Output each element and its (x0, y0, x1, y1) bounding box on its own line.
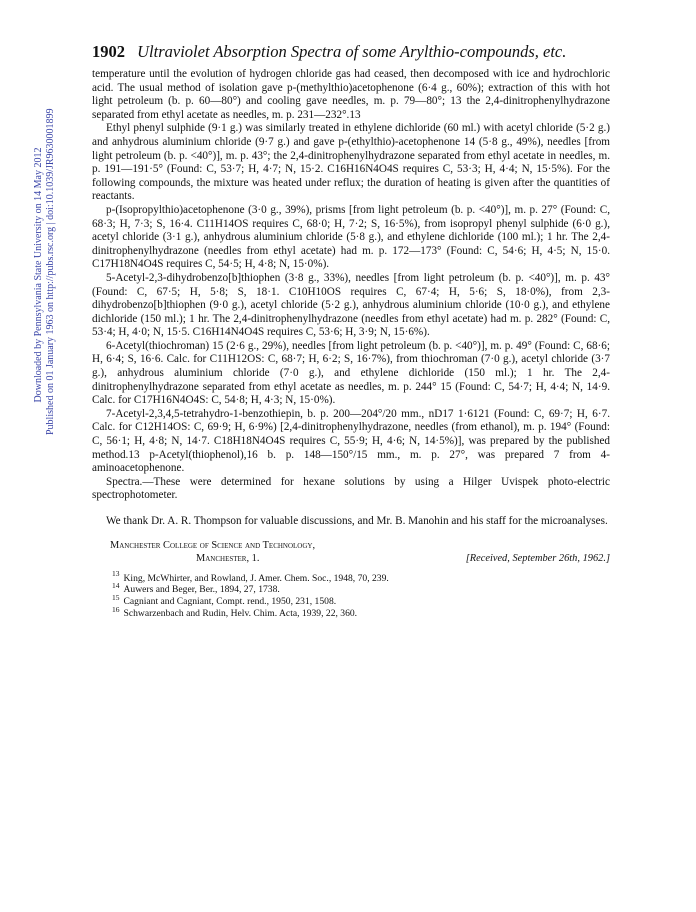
running-title: Ultraviolet Absorption Spectra of some Arylthio-compounds, etc. (137, 42, 567, 61)
institution-row (110, 552, 610, 565)
paragraph: 7-Acetyl-2,3,4,5-tetrahydro-1-benzothiepin, b. p. 200—204°/20 mm., nD17 1·6121 (Found: C, 69·7; H, 6·7. Calc. for C12H14OS: C, 69·9; H, 6·9%) [2,4-dinitrophenylhydrazone, needles (from ethanol), m. p. 194° (Found: C, 56·1; H, 4·8; N, 14·7. C18H18N4O4S requires C, 55·9; H, 4·6; N, 14·5%)], was prepared by the published method.13 p-Acetyl(thiophenol),16 b. p. 148—150°/15 mm., m. p. 27°, was prepared 7 from 4-aminoacetophenone. (92, 407, 610, 475)
reference-item (112, 593, 610, 608)
paragraph: temperature until the evolution of hydrogen chloride gas had ceased, then decomposed with ice and hydrochloric acid. The usual method of isolation gave p-(methylthio)acetophenone (6·4 g., 60%); extraction of this with hot light petroleum (b. p. 60—80°) and cooling gave needles, m. p. 79—80°; 13 the 2,4-dinitrophenylhydrazone separated from ethyl acetate as needles, m. p. 231—232°.13 (92, 68, 610, 121)
page (92, 42, 610, 620)
institution-name: Manchester College of Science and Technology, (110, 539, 316, 551)
institution-city: Manchester, 1. (196, 552, 260, 564)
reference-number: 16 (112, 604, 120, 614)
paragraph: 6-Acetyl(thiochroman) 15 (2·6 g., 29%), needles [from light petroleum (b. p. <40°)], m. p. 49° (Found: C, 68·6; H, 6·4; S, 16·6. Calc. for C11H12OS: C, 68·7; H, 6·2; S, 16·7%), from thiochroman (7·0 g.), acetyl chloride (3·7 g.), anhydrous aluminium chloride (7·0 g.), and ethylene dichloride (150 ml.); 1 hr. The 2,4-dinitrophenylhydrazone separated from ethyl acetate as needles, m. p. 244° 15 (Found: C, 54·7; H, 4·4; N, 14·9. Calc. for C17H16N4O4S: C, 54·8; H, 4·3; N, 15·0%). (92, 339, 610, 407)
reference-item (112, 569, 610, 585)
references (92, 569, 610, 620)
paragraph: Spectra.—These were determined for hexane solutions by using a Hilger Uvispek photo-electric spectrophotometer. (92, 475, 610, 502)
reference-text: King, McWhirter, and Rowland, J. Amer. Chem. Soc., 1948, 70, 239. (123, 572, 389, 584)
acknowledgement: We thank Dr. A. R. Thompson for valuable discussions, and Mr. B. Manohin and his staff for the microanalyses. (106, 515, 608, 527)
paragraph: 5-Acetyl-2,3-dihydrobenzo[b]thiophen (3·8 g., 33%), needles [from light petroleum (b. p. <40°)], m. p. 43° (Found: C, 67·5; H, 5·8; S, 18·1. C10H10OS requires C, 67·4; H, 5·6; S, 18·0%), from 2,3-dihydrobenzo[b]thiophen (9·0 g.), acetyl chloride (5·2 g.), anhydrous aluminium chloride (10·0 g.), and ethylene dichloride (150 ml.); 1 hr. The 2,4-dinitrophenylhydrazone (needles from ethyl acetate) had m. p. 282° (Found: C, 53·4; H, 4·0; N, 15·5. C16H14N4O4S requires C, 53·6; H, 3·9; N, 15·6%). (92, 271, 610, 339)
page-number: 1902 (92, 42, 125, 61)
download-note: Downloaded by Pennsylvania State University on 14 May 2012 (33, 147, 44, 403)
reference-item (112, 581, 610, 596)
article-body (92, 68, 610, 503)
reference-number: 15 (112, 593, 120, 602)
reference-number: 14 (112, 581, 120, 591)
institution-block (92, 539, 610, 565)
reference-item (112, 604, 610, 620)
reference-text: Schwarzenbach and Rudin, Helv. Chim. Acta, 1939, 22, 360. (123, 607, 358, 619)
running-header (92, 42, 610, 62)
paragraph: p-(Isopropylthio)acetophenone (3·0 g., 39%), prisms [from light petroleum (b. p. <40°)], m. p. 27° (Found: C, 68·3; H, 7·3; S, 16·4. C11H14OS requires C, 68·0; H, 7·2; S, 16·5%), from isopropyl phenyl sulphide (6·0 g.), acetyl chloride (3·1 g.), anhydrous aluminium chloride (5·8 g.), and ethylene dichloride (100 ml.); 1 hr. The 2,4-dinitrophenylhydrazone (needles from ethyl acetate) had m. p. 172—173° (Found: C, 54·6; H, 4·5; N, 15·0. C17H18N4O4S requires C, 54·5; H, 4·8; N, 15·0%). (92, 203, 610, 271)
reference-number: 13 (112, 569, 120, 579)
side-notes (33, 108, 63, 435)
reference-text: Cagniant and Cagniant, Compt. rend., 1950, 231, 1508. (123, 596, 337, 608)
paragraph: Ethyl phenyl sulphide (9·1 g.) was similarly treated in ethylene dichloride (60 ml.) with acetyl chloride (5·2 g.) and anhydrous aluminium chloride (9·7 g.) and gave p-(ethylthio)-acetophenone 14 (5·8 g., 49%), needles [from light petroleum (b. p. <40°)], m. p. 43°; the 2,4-dinitrophenylhydrazone separated from ethyl acetate in needles, m. p. 191—191·5° (Found: C, 53·7; H, 4·7; N, 15·2. C16H16N4O4S requires C, 53·3; H, 4·4; N, 15·5%). For the following compounds, the mixture was heated under reflux; the duration of heating is given after the quantities of reactants. (92, 122, 610, 203)
received-date: [Received, September 26th, 1962.] (465, 552, 610, 564)
publication-note: Published on 01 January 1963 on http://pubs.rsc.org | doi:10.1039/JR9630001899 (45, 108, 56, 435)
reference-text: Auwers and Beger, Ber., 1894, 27, 1738. (123, 584, 280, 596)
